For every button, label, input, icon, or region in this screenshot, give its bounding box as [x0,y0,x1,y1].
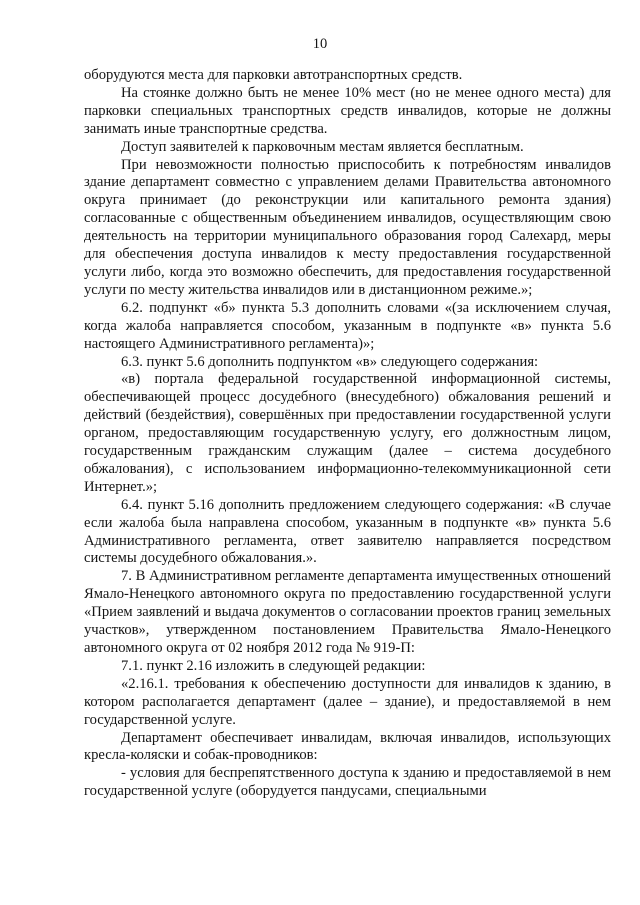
paragraph-department-provides: Департамент обеспечивает инвалидам, включая инвалидов, использующих кресла-коляски и собак-проводников: [84,729,611,764]
paragraph-7: 7. В Административном регламенте департамента имущественных отношений Ямало-Ненецкого автономного округа по предоставлению государственной услуги «Прием заявлений и выдача документов о согласовании проектов границ земельных участков», утвержденном постановлением Правительства Ямало-Ненецкого автономного округа от 02 ноября 2012 года № 919-П: [84,568,611,656]
paragraph-parking-continuation: оборудуются места для парковки автотранспортных средств. [84,67,463,83]
paragraph-access-conditions: - условия для беспрепятственного доступа к зданию и предоставляемой в нем государственной услуге (оборудуется пандусами, специальными [84,765,611,800]
paragraph-free-parking: Доступ заявителей к парковочным местам является бесплатным. [121,138,524,155]
paragraph-parking-quota: На стоянке должно быть не менее 10% мест (но не менее одного места) для парковки специальных транспортных средств инвалидов, которые не должны занимать иные транспортные средства. [84,84,611,137]
paragraph-2-16-1: «2.16.1. требования к обеспечению доступности для инвалидов к зданию, в котором располагается департамент (далее – здание), и предоставляемой в нем государственной услуге. [84,675,611,728]
page-number: 10 [312,36,328,52]
paragraph-building-adaptation: При невозможности полностью приспособить к потребностям инвалидов здание департамент совместно с управлением делами Правительства автономного округа принимает (до реконструкции или капитального ремонта здания) согласованные с общественным объединением инвалидов, осуществляющим свою деятельность на территории муниципального образования город Салехард, меры для обеспечения доступа инвалидов к месту предоставления государственной услуги либо, когда это возможно обеспечить, для предоставления государственной услуги по месту жительства инвалидов или в дистанционном режиме.»; [84,156,611,298]
document-body [84,67,611,801]
paragraph-6-2: 6.2. подпункт «б» пункта 5.3 дополнить словами «(за исключением случая, когда жалоба направляется способом, указанным в подпункте «в» пункта 5.6 настоящего Административного регламента)»; [84,299,611,352]
paragraph-6-4: 6.4. пункт 5.16 дополнить предложением следующего содержания: «В случае если жалоба была направлена способом, указанным в подпункте «в» пункта 5.6 Административного регламента, ответ заявителю направляется посредством системы досудебного обжалования.». [84,496,611,567]
paragraph-7-1: 7.1. пункт 2.16 изложить в следующей редакции: [121,657,426,674]
paragraph-6-3: 6.3. пункт 5.6 дополнить подпунктом «в» следующего содержания: [121,353,539,370]
paragraph-subpoint-v: «в) портала федеральной государственной информационной системы, обеспечивающей процесс досудебного (внесудебного) обжалования решений и действий (бездействия), совершённых при предоставлении государственной услуги органом, предоставляющим государственную услугу, его должностным лицом, государственным гражданским служащим (далее – система досудебного обжалования), с использованием информационно-телекоммуникационной сети Интернет.»; [84,371,611,495]
